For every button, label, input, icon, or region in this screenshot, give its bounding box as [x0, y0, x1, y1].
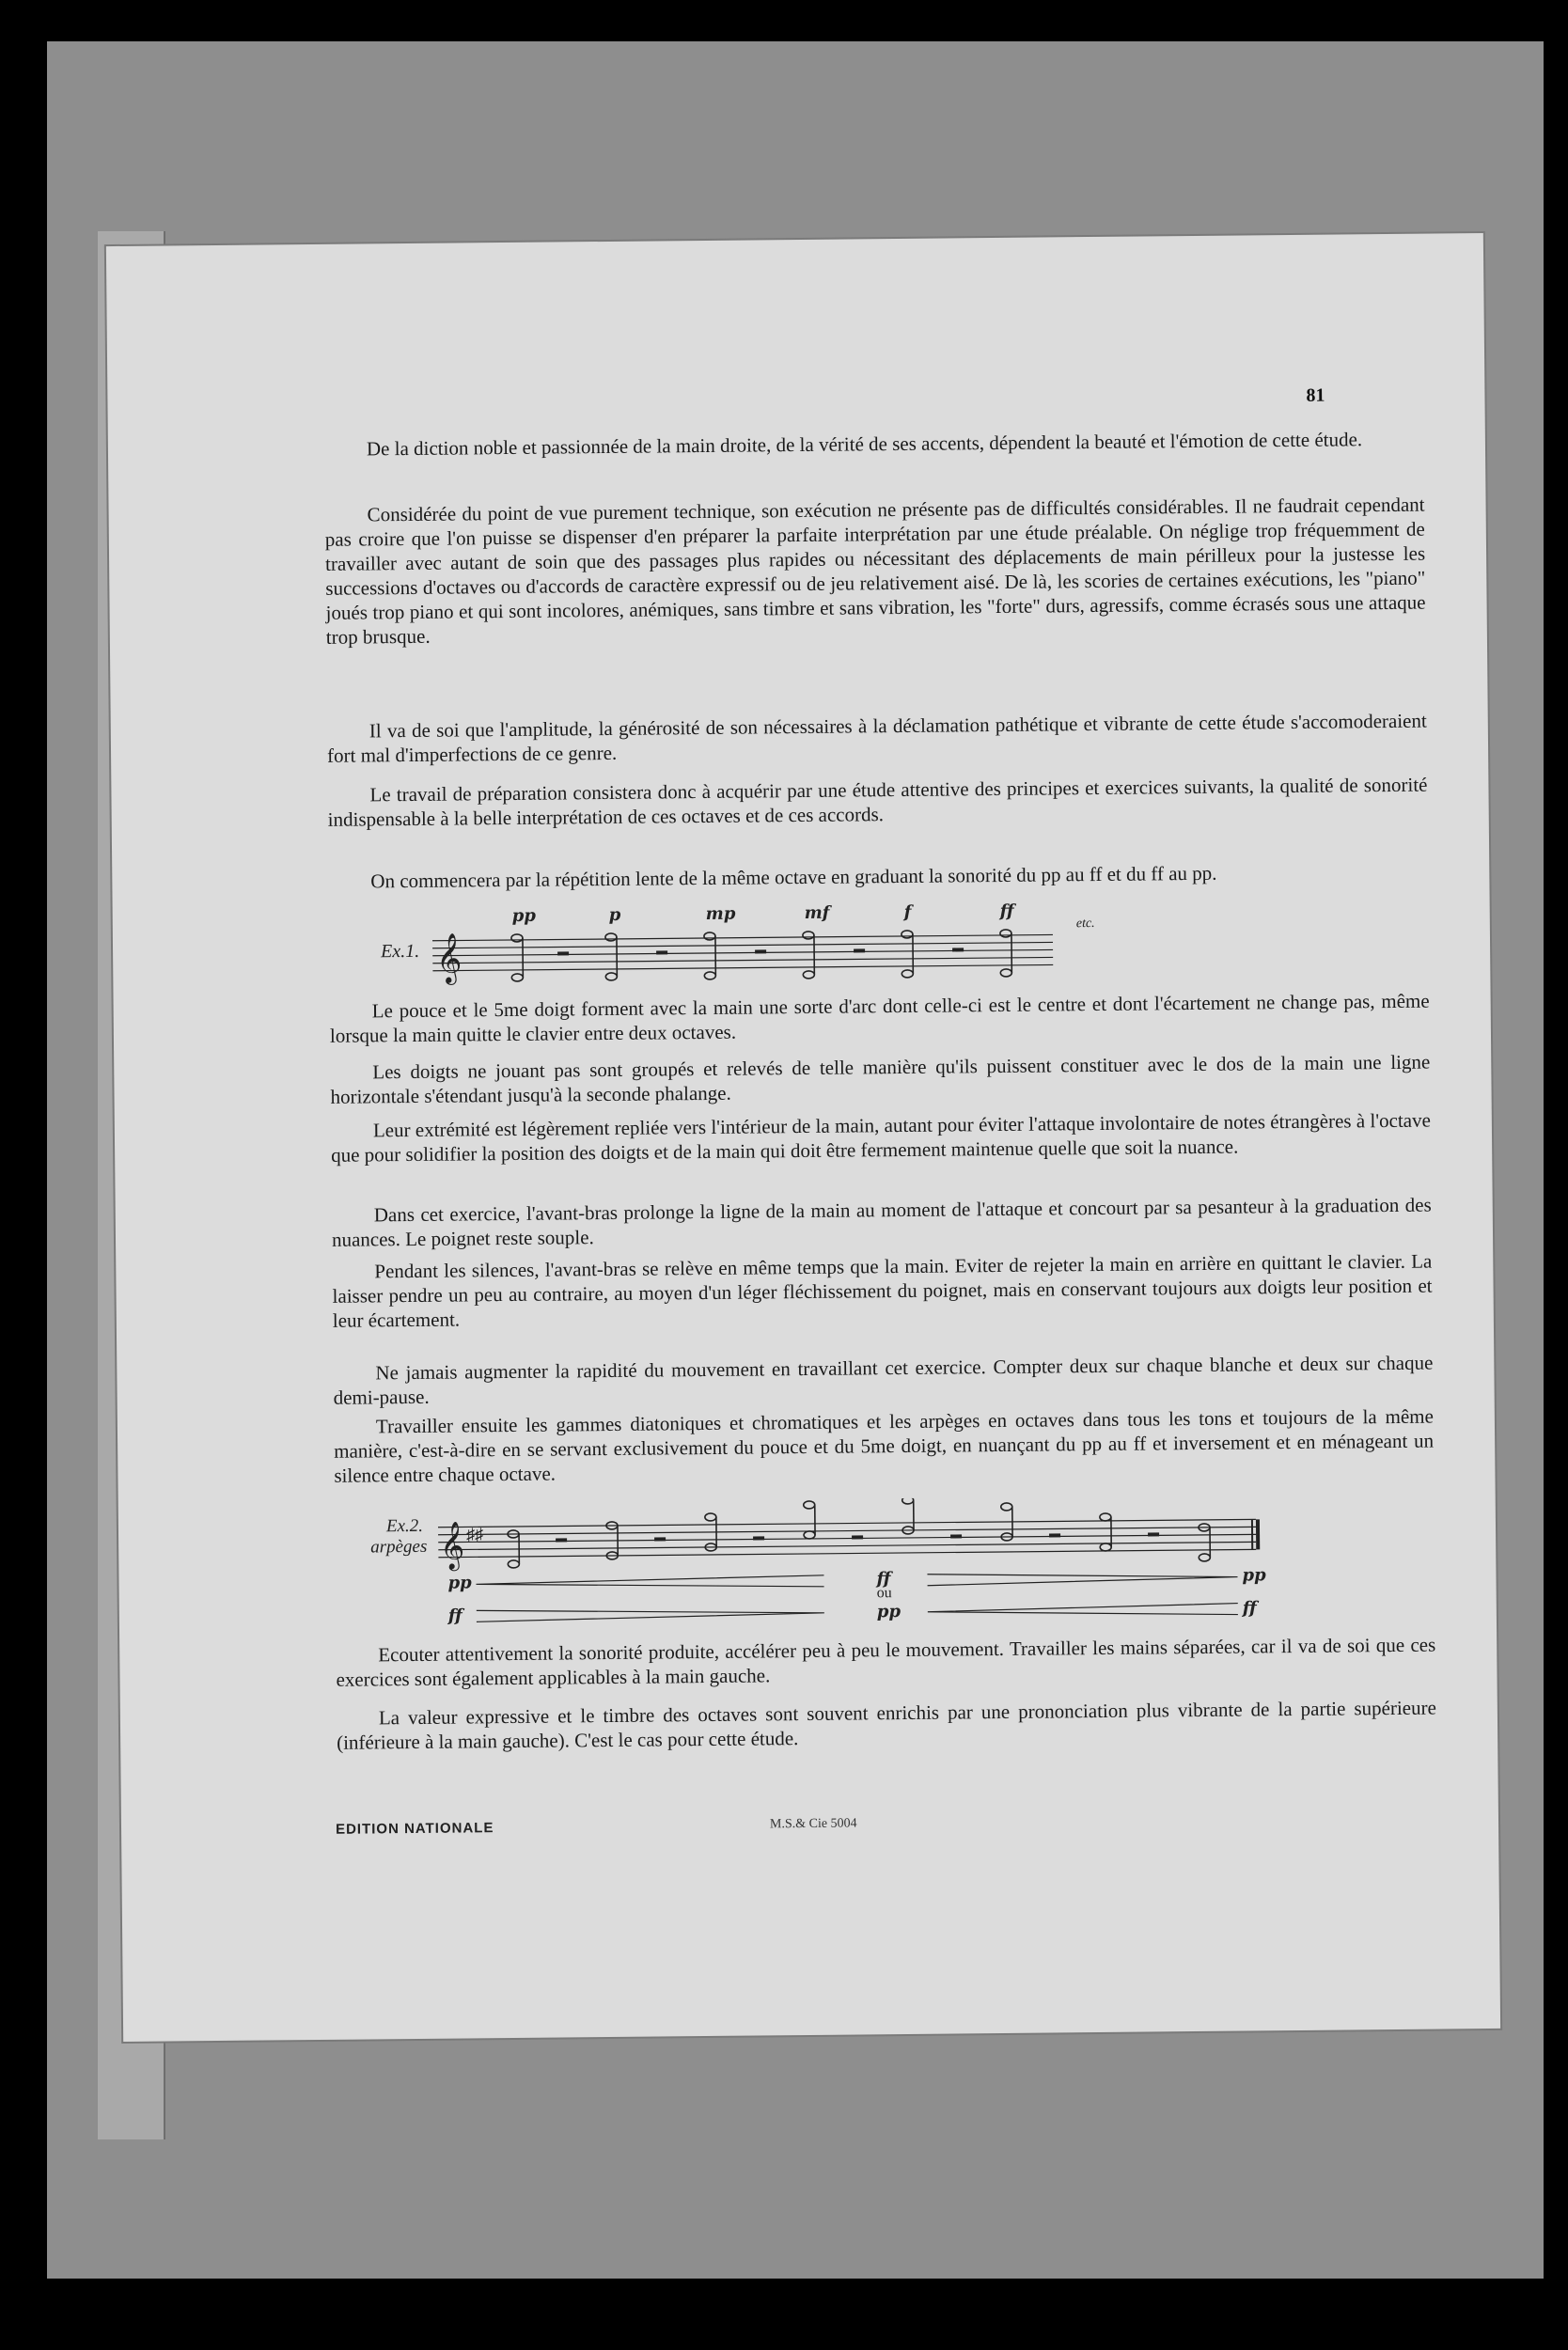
paragraph-11: Ne jamais augmenter la rapidité du mouvement en travaillant cet exercice. Compter deux sur chaque blanche et deux sur chaque demi-pause.	[333, 1351, 1434, 1409]
hairpin-markings	[457, 1565, 1266, 1629]
paragraph-2: Considérée du point de vue purement technique, son exécution ne présente pas de difficultés considérables. Il ne faudrait cependant pas croire que l'on puisse se dispenser d'en préparer la parfaite interprétation par une étude préalable. On néglige trop fréquemment de travailler avec autant de soin que des passages plus rapides ou nécessitant des déplacements de main périlleux pour la justesse les successions d'octaves ou d'accords de caractère expressif ou de jeu relativement aisé. De là, les scories de certaines exécutions, les "piano" joués trop piano et qui sont incolores, anémiques, sans timbre et sans vibration, les "forte" durs, agressifs, comme écrasés sous une attaque trop brusque.	[324, 493, 1426, 649]
dynamic-p: p	[608, 904, 621, 925]
dynamic-or: ou	[876, 1585, 892, 1602]
example-2-staff	[438, 1495, 1276, 1574]
paragraph-12: Travailler ensuite les gammes diatoniques et chromatiques et les arpèges en octaves dans tous les tons et toujours de la même manière, c'est-à-dire en se servant exclusivement du pouce et du 5me doigt, en nuançant du pp au ff et inversement et en ménageant un silence entre chaque octave.	[334, 1404, 1435, 1487]
paragraph-5: On commencera par la répétition lente de la même octave en graduant la sonorité du pp au ff et du ff au pp.	[370, 861, 1217, 893]
paragraph-14: La valeur expressive et le timbre des octaves sont souvent enrichis par une prononciation plus vibrante de la partie supérieure (inférieure à la main gauche). C'est le cas pour cette étude.	[337, 1696, 1436, 1754]
treble-clef-icon: 𝄞	[439, 1522, 465, 1569]
dynamic-pp-mid: pp	[876, 1602, 902, 1622]
page-number: 81	[1306, 384, 1325, 406]
paragraph-10: Pendant les silences, l'avant-bras se relève en même temps que la main. Eviter de rejeter la main en arrière en quittant le clavier. La laisser pendre un peu au contraire, au moyen d'un léger fléchissement du poignet, mais en conservant toujours aux doigts leur position et leur écartement.	[332, 1249, 1433, 1332]
paragraph-4: Le travail de préparation consistera donc à acquérir par une étude attentive des principes et exercices suivants, la qualité de sonorité indispensable à la belle interprétation de ces octaves et de ces accords.	[327, 773, 1428, 831]
example-2-label: Ex.2.	[385, 1515, 424, 1537]
treble-clef-icon: 𝄞	[435, 933, 463, 982]
paragraph-13: Ecouter attentivement la sonorité produite, accélérer peu à peu le mouvement. Travailler les mains séparées, car il va de soi que ces exercices sont également applicables à la main gauche.	[336, 1633, 1436, 1691]
dynamic-f: f	[903, 901, 912, 922]
dynamic-pp-start: pp	[447, 1573, 472, 1593]
paragraph-9: Dans cet exercice, l'avant-bras prolonge la ligne de la main au moment de l'attaque et concourt par sa pesanteur à la graduation des nuances. Le poignet reste souple.	[331, 1193, 1432, 1251]
paragraph-3: Il va de soi que l'amplitude, la générosité de son nécessaires à la déclamation pathétique et vibrante de cette étude s'accomoderaient fort mal d'imperfections de ce genre.	[326, 709, 1427, 767]
example-1-staff	[432, 916, 1073, 988]
book-page	[106, 233, 1500, 2042]
example-1-etc: etc.	[1075, 916, 1095, 932]
dynamic-ff-end: ff	[1242, 1598, 1257, 1619]
dynamic-mf: mf	[804, 902, 830, 923]
dynamic-pp: pp	[511, 905, 536, 926]
dynamic-ff-mid: ff	[876, 1569, 891, 1590]
dynamic-ff: ff	[999, 901, 1014, 921]
paragraph-6: Le pouce et le 5me doigt forment avec la main une sorte d'arc dont celle-ci est le centre et dont l'écartement ne change pas, même lorsque la main quitte le clavier entre deux octaves.	[329, 989, 1430, 1047]
paragraph-7: Les doigts ne jouant pas sont groupés et relevés de telle manière qu'ils puissent constituer avec le dos de la main une ligne horizontale s'étendant jusqu'à la seconde phalange.	[330, 1050, 1431, 1108]
example-1-label: Ex.1.	[380, 940, 420, 963]
footer-plate-number: M.S.& Cie 5004	[769, 1816, 857, 1832]
paragraph-1: De la diction noble et passionnée de la main droite, de la vérité de ses accents, dépendent la beauté et l'émotion de cette étude.	[366, 428, 1363, 461]
paragraph-8: Leur extrémité est légèrement repliée vers l'intérieur de la main, autant pour éviter l'attaque involontaire de notes étrangères à l'octave que pour solidifier la position des doigts et de la main qui doit être fermement maintenue quelle que soit la nuance.	[331, 1108, 1431, 1167]
footer-edition: EDITION NATIONALE	[335, 1820, 494, 1838]
sharp-icon: ♯♯	[465, 1525, 484, 1544]
example-2-sublabel: arpèges	[370, 1536, 428, 1558]
dynamic-pp-end: pp	[1242, 1565, 1266, 1586]
dynamic-mp: mp	[705, 903, 736, 924]
dynamic-ff-start: ff	[447, 1606, 463, 1626]
